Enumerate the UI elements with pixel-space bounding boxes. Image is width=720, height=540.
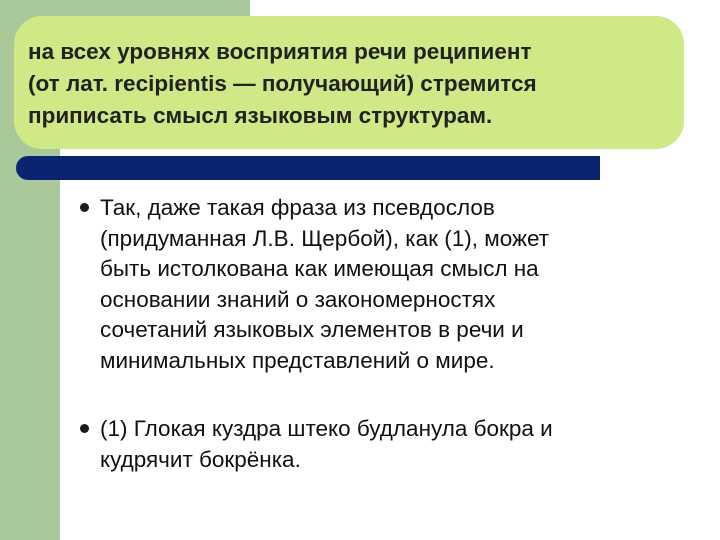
bullet-text: Так, даже такая фраза из псевдослов (придуманная Л.В. Щербой), как (1), может быть истолкована как имеющая смысл на основании знаний о закономерностях сочетаний языковых элементов в речи и минимальных представлений о мире. [100,195,550,373]
bullet-text: (1) Глокая куздра штеко будланула бокра и кудрячит бокрёнка. [100,416,553,472]
bullet-item [72,193,672,376]
bullet-item [72,414,672,475]
title-box [14,16,684,149]
slide-title: на всех уровнях восприятия речи реципиент (от лат. recipientis — получающий) стремится приписать смысл языковым структурам. [28,39,537,128]
round-bullet-icon [80,424,89,433]
round-bullet-icon [80,203,89,212]
title-divider-bar [16,156,600,180]
